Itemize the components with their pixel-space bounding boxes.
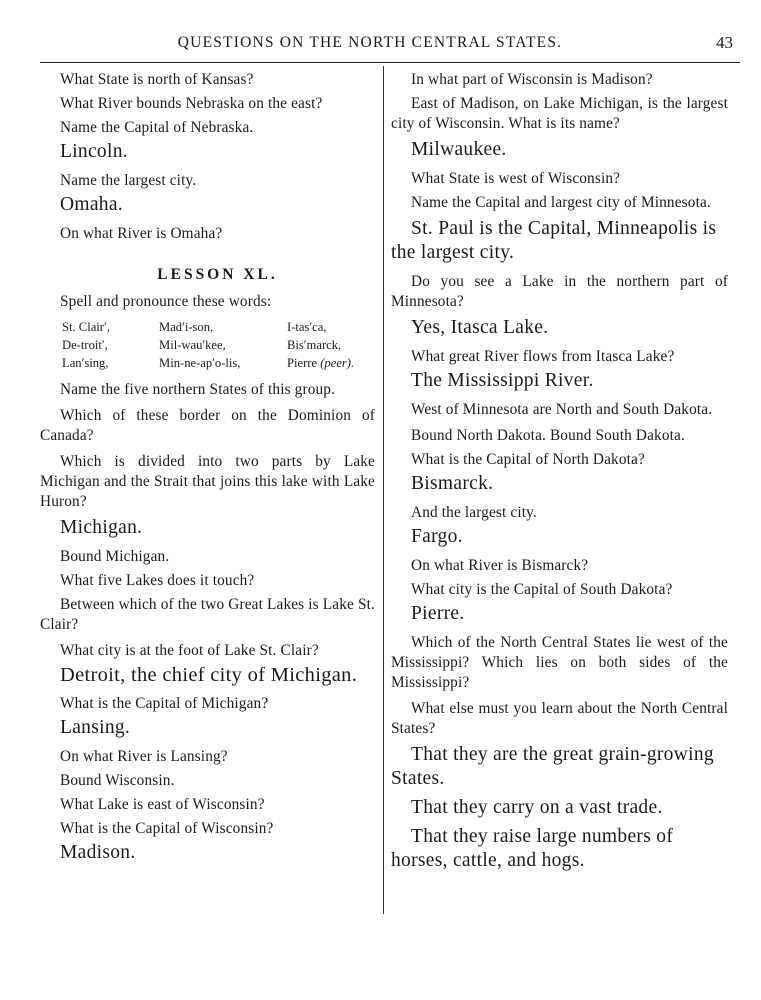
question: What is the Capital of Wisconsin? [60, 820, 274, 837]
spelling-word: De-troit′, [62, 338, 108, 352]
left-column [40, 70, 375, 872]
spelling-word: St. Clair′, [62, 320, 110, 334]
question: Bound North Dakota. Bound South Dakota. [411, 427, 685, 444]
spelling-word: Lan′sing, [62, 356, 109, 370]
running-title: QUESTIONS ON THE NORTH CENTRAL STATES. [177, 34, 563, 51]
question: Name the five northern States of this group. [60, 381, 336, 398]
question: Do you see a Lake in the northern part of Minnesota? [391, 273, 728, 310]
answer: Yes, Itasca Lake. [411, 317, 549, 338]
question: What city is at the foot of Lake St. Clair? [60, 642, 319, 659]
question: Between which of the two Great Lakes is Lake St. Clair? [40, 596, 375, 633]
question: Name the Capital and largest city of Minnesota. [411, 194, 711, 211]
question: Name the largest city. [60, 172, 197, 189]
spelling-word: Mil-wau′kee, [159, 338, 226, 352]
spelling-prompt: Spell and pronounce these words: [60, 293, 272, 310]
answer: Milwaukee. [411, 139, 507, 160]
question: And the largest city. [411, 504, 537, 521]
question: On what River is Bismarck? [411, 557, 589, 574]
question: What State is north of Kansas? [60, 71, 254, 88]
spelling-word [287, 354, 397, 372]
question: What Lake is east of Wisconsin? [60, 796, 265, 813]
answer: Fargo. [411, 526, 463, 547]
answer: That they raise large numbers of horses, cattle, and hogs. [391, 826, 674, 871]
right-column [391, 70, 728, 880]
pronunciation-hint: (peer). [320, 356, 355, 370]
question: Which of these border on the Dominion of Canada? [40, 407, 375, 444]
question: In what part of Wisconsin is Madison? [411, 71, 653, 88]
answer: Detroit, the chief city of Michigan. [60, 664, 358, 686]
question: Bound Wisconsin. [60, 772, 175, 789]
answer: Lansing. [60, 717, 131, 738]
question: West of Minnesota are North and South Dakota. [411, 401, 713, 418]
question: What is the Capital of North Dakota? [411, 451, 645, 468]
answer: That they carry on a vast trade. [411, 797, 663, 818]
spelling-word-text: Pierre [287, 356, 318, 370]
question: Which of the North Central States lie west of the Mississippi? Which lies on both sides of the Mississippi? [391, 634, 728, 691]
question: What River bounds Nebraska on the east? [60, 95, 323, 112]
spelling-word: Mad′i-son, [159, 320, 214, 334]
answer: Omaha. [60, 194, 123, 215]
question: What great River flows from Itasca Lake? [411, 348, 675, 365]
question: Which is divided into two parts by Lake Michigan and the Strait that joins this lake with Lake Huron? [40, 453, 375, 510]
answer: The Mississippi River. [411, 370, 594, 391]
question: What is the Capital of Michigan? [60, 695, 269, 712]
spelling-word: Min-ne-ap′o-lis, [159, 356, 241, 370]
answer: That they are the great grain-growing States. [391, 744, 714, 789]
question: East of Madison, on Lake Michigan, is the largest city of Wisconsin. What is its name? [391, 95, 728, 132]
header-rule [40, 62, 740, 63]
lesson-title: LESSON XL. [157, 266, 278, 283]
question: What five Lakes does it touch? [60, 572, 255, 589]
question: On what River is Omaha? [60, 225, 223, 242]
answer: Michigan. [60, 517, 143, 538]
answer: Lincoln. [60, 141, 128, 162]
question: What else must you learn about the North Central States? [391, 700, 728, 737]
page-header [0, 34, 761, 56]
spelling-word: I-tas′ca, [287, 320, 327, 334]
spelling-word: Bis′marck, [287, 338, 342, 352]
question: What State is west of Wisconsin? [411, 170, 621, 187]
answer: Madison. [60, 842, 136, 863]
answer: Bismarck. [411, 473, 494, 494]
answer: Pierre. [411, 603, 465, 624]
question: On what River is Lansing? [60, 748, 228, 765]
spelling-word-list [62, 316, 375, 372]
answer: St. Paul is the Capital, Minneapolis is the largest city. [391, 218, 717, 263]
column-divider [383, 66, 384, 914]
question: What city is the Capital of South Dakota? [411, 581, 673, 598]
question: Bound Michigan. [60, 548, 170, 565]
page-number: 43 [716, 33, 733, 52]
question: Name the Capital of Nebraska. [60, 119, 254, 136]
